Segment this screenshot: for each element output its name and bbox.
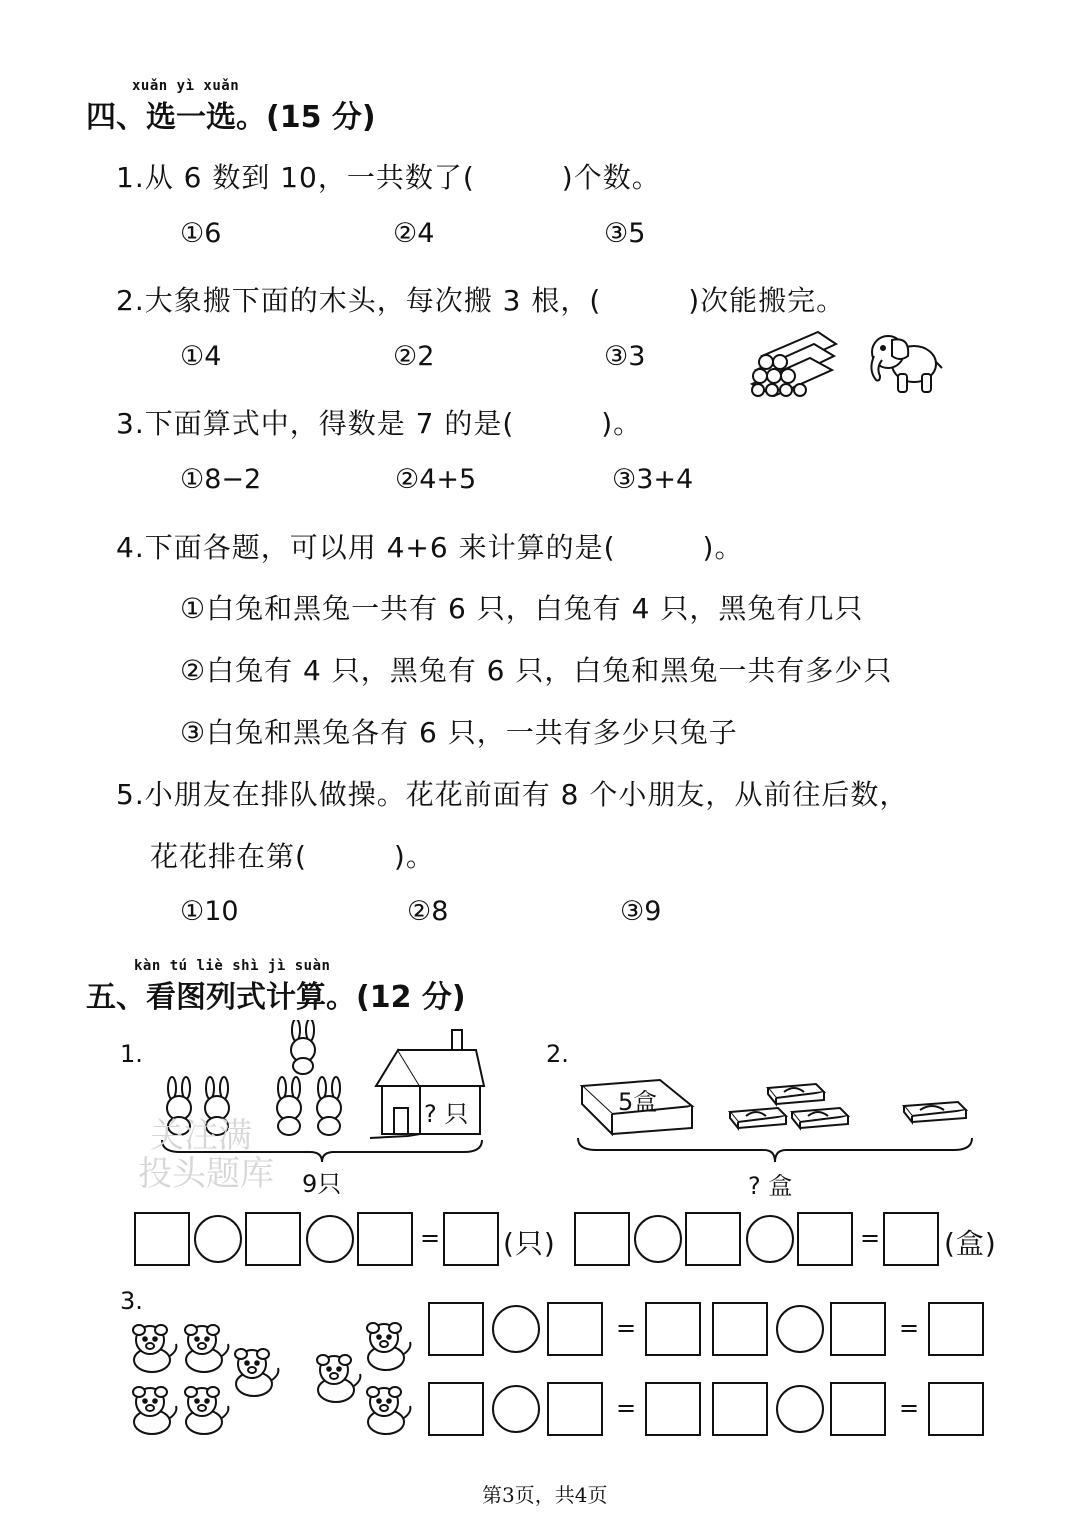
- answer-box[interactable]: [645, 1302, 701, 1356]
- equals-sign: =: [616, 1314, 637, 1342]
- operator-circle[interactable]: [776, 1385, 824, 1433]
- answer-box[interactable]: [357, 1212, 413, 1266]
- answer-box[interactable]: [645, 1382, 701, 1436]
- q2-option-3: ③3: [604, 341, 646, 372]
- q1-option-2: ②4: [393, 218, 435, 249]
- watermark-line2: 投头题库: [138, 1154, 274, 1194]
- operator-circle[interactable]: [746, 1215, 794, 1263]
- dogs-image: [126, 1316, 416, 1446]
- equals-sign: =: [420, 1224, 441, 1252]
- answer-box[interactable]: [443, 1212, 499, 1266]
- answer-box[interactable]: [712, 1382, 768, 1436]
- answer-box[interactable]: [685, 1212, 741, 1266]
- problem3-number: 3.: [120, 1287, 143, 1315]
- watermark-line1: 关注满: [150, 1116, 252, 1156]
- operator-circle[interactable]: [776, 1305, 824, 1353]
- question-2: 2.大象搬下面的木头，每次搬 3 根，( )次能搬完。: [116, 284, 846, 317]
- answer-box[interactable]: [928, 1382, 984, 1436]
- q3-option-2: ②4+5: [395, 464, 477, 495]
- question-5: 5.小朋友在排队做操。花花前面有 8 个小朋友，从前往后数，: [116, 778, 909, 811]
- brace-2: [576, 1136, 974, 1164]
- answer-box[interactable]: [134, 1212, 190, 1266]
- operator-circle[interactable]: [194, 1215, 242, 1263]
- logs-image: [748, 322, 844, 398]
- section5-pinyin: kàn tú liè shì jì suàn: [134, 958, 331, 974]
- answer-box[interactable]: [830, 1302, 886, 1356]
- operator-circle[interactable]: [306, 1215, 354, 1263]
- section4-pinyin: xuǎn yì xuǎn: [132, 78, 240, 94]
- equals-sign: =: [899, 1394, 920, 1422]
- question-5-line2: 花花排在第( )。: [150, 840, 435, 873]
- house-label: ? 只: [424, 1100, 469, 1128]
- operator-circle[interactable]: [492, 1305, 540, 1353]
- answer-box[interactable]: [928, 1302, 984, 1356]
- answer-box[interactable]: [883, 1212, 939, 1266]
- answer-box[interactable]: [547, 1302, 603, 1356]
- q4-option-2: ②白兔有 4 只，黑兔有 6 只，白兔和黑兔一共有多少只: [180, 654, 893, 687]
- problem1-number: 1.: [120, 1040, 143, 1068]
- unit-label: (只): [503, 1227, 556, 1260]
- answer-box[interactable]: [574, 1212, 630, 1266]
- operator-circle[interactable]: [634, 1215, 682, 1263]
- brace-1-label: 9只: [302, 1170, 342, 1198]
- q1-option-3: ③5: [604, 218, 646, 249]
- elephant-image: [864, 328, 944, 398]
- question-1: 1.从 6 数到 10，一共数了( )个数。: [116, 161, 661, 194]
- q5-option-3: ③9: [620, 896, 662, 927]
- problem2-number: 2.: [546, 1040, 569, 1068]
- q5-option-1: ①10: [180, 896, 239, 927]
- q2-option-1: ①4: [180, 341, 222, 372]
- equals-sign: =: [899, 1314, 920, 1342]
- question-4: 4.下面各题，可以用 4+6 来计算的是( )。: [116, 531, 744, 564]
- answer-box[interactable]: [428, 1302, 484, 1356]
- brace-2-label: ? 盒: [748, 1172, 793, 1200]
- q1-option-1: ①6: [180, 218, 222, 249]
- q4-option-3: ③白兔和黑兔各有 6 只，一共有多少只兔子: [180, 716, 738, 749]
- page-footer: 第3页，共4页: [482, 1483, 608, 1507]
- q4-option-1: ①白兔和黑兔一共有 6 只，白兔有 4 只，黑兔有几只: [180, 592, 864, 625]
- unit-label: (盒): [944, 1227, 997, 1260]
- q5-option-2: ②8: [407, 896, 449, 927]
- section5-title: 五、看图列式计算。(12 分): [86, 980, 466, 1015]
- answer-box[interactable]: [547, 1382, 603, 1436]
- answer-box[interactable]: [712, 1302, 768, 1356]
- answer-box[interactable]: [797, 1212, 853, 1266]
- operator-circle[interactable]: [492, 1385, 540, 1433]
- equals-sign: =: [860, 1224, 881, 1252]
- q2-option-2: ②2: [393, 341, 435, 372]
- answer-box[interactable]: [830, 1382, 886, 1436]
- q3-option-3: ③3+4: [612, 464, 694, 495]
- equals-sign: =: [616, 1394, 637, 1422]
- answer-box[interactable]: [245, 1212, 301, 1266]
- big-box-label: 5盒: [618, 1088, 658, 1116]
- small-boxes-image: [724, 1078, 974, 1138]
- question-3: 3.下面算式中，得数是 7 的是( )。: [116, 407, 643, 440]
- section4-title: 四、选一选。(15 分): [86, 100, 376, 135]
- q3-option-1: ①8−2: [180, 464, 262, 495]
- answer-box[interactable]: [428, 1382, 484, 1436]
